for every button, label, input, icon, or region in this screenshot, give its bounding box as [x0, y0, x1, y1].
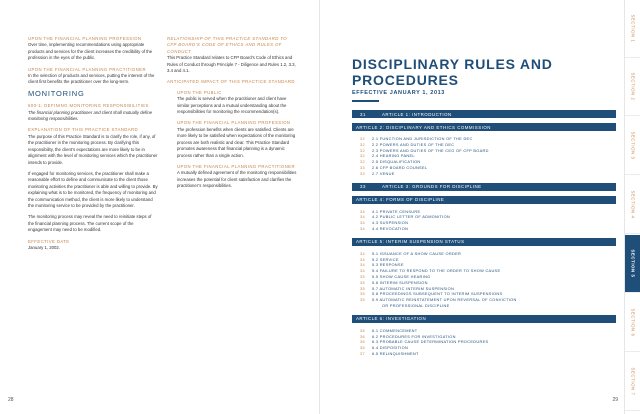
toc-article-3[interactable]	[352, 183, 616, 191]
toc-item-label: 2.2 POWERS AND DUTIES OF THE DEC	[372, 141, 455, 147]
heading-upon-profession: UPON THE FINANCIAL PLANNING PROFESSION	[28, 36, 142, 41]
paragraph-profession-2: The profession benefits when clients are satisfied. Clients are more likely to be satisfied when expectations of the monitoring process are both realistic and clear. This Practice Standard promotes awareness that financial planning is a dynamic process rather than a single action.	[177, 126, 296, 158]
tab-section-2[interactable]	[625, 58, 640, 116]
toc-item[interactable]	[352, 171, 616, 177]
toc-item-label: 2.4 HEARING PANEL	[372, 153, 415, 159]
paragraph-practitioner: In the selection of products and services, putting the interest of the client first benefits the practitioner over the long-term.	[28, 73, 155, 85]
left-column-1	[28, 36, 158, 251]
explanation-paragraph-3: The monitoring process may reveal the need to reinitiate steps of the financial planning process. The current scope of the engagement may need to be modified.	[28, 214, 152, 233]
toc-article-1-page: 31	[360, 111, 366, 117]
tab-label: SECTION 7	[630, 367, 636, 396]
toc-item-page: 35	[360, 285, 365, 291]
toc-item-page: 36	[360, 333, 365, 339]
paragraph-practitioner-2: A mutually defined agreement of the monitoring responsibilities increases the potential for client satisfaction and clarifies the practitioner’s responsibilities.	[177, 170, 297, 189]
toc-item-page: 32	[360, 153, 365, 159]
toc-item-page: 33	[360, 164, 365, 170]
toc-item-page: 34	[360, 250, 365, 256]
toc-item-label: 4.2 PUBLIC LETTER OF ADMONITION	[372, 214, 451, 220]
toc-article-3-label: ARTICLE 3: GROUNDS FOR DISCIPLINE	[382, 184, 482, 190]
toc-item-label: 5.8 PROCEEDINGS SUBSEQUENT TO INTERIM SUSPENSIONS	[372, 291, 503, 297]
rule-text: The financial planning practitioner and client shall mutually define monitoring responsibilities.	[28, 109, 152, 122]
toc-item-label: 2.6 CFP BOARD COUNSEL	[372, 164, 428, 170]
toc-article-6-items	[352, 328, 616, 357]
toc-item-page: 32	[360, 136, 365, 141]
toc-item-page: 34	[360, 214, 365, 220]
toc-article-4-items	[352, 209, 616, 232]
table-of-contents	[352, 110, 616, 363]
page-number-left: 28	[8, 397, 14, 403]
tab-label: SECTION 3	[630, 131, 636, 160]
toc-item-label: 4.3 SUSPENSION	[372, 220, 409, 226]
effective-date-heading: EFFECTIVE DATE	[28, 238, 70, 244]
section-title-monitoring: MONITORING	[28, 88, 85, 98]
toc-article-6[interactable]	[352, 315, 616, 323]
toc-item-label: 2.7 VENUE	[372, 170, 395, 176]
left-column-2	[167, 36, 297, 195]
toc-article-2[interactable]	[352, 123, 616, 131]
toc-item-label: 5.5 SHOW CAUSE HEARING	[372, 273, 431, 279]
toc-item-label: 6.2 PROCEDURES FOR INVESTIGATION	[372, 333, 456, 339]
toc-article-5-label: ARTICLE 5: INTERIM SUSPENSION STATUS	[356, 239, 465, 245]
toc-article-6-label: ARTICLE 6: INVESTIGATION	[356, 316, 427, 322]
tab-section-5[interactable]	[625, 235, 640, 293]
tab-section-3[interactable]	[625, 117, 640, 175]
toc-item-label: 2.5 DISQUALIFICATION	[372, 159, 421, 165]
tab-label: SECTION 1	[630, 14, 636, 43]
title-divider	[352, 100, 379, 102]
explanation-heading: EXPLANATION OF THIS PRACTICE STANDARD	[28, 127, 139, 133]
toc-item-label: 5.9 AUTOMATIC REINSTATEMENT UPON REVERSAL OF CONVICTION	[372, 297, 517, 303]
toc-article-3-page: 33	[360, 184, 366, 190]
toc-item-page: 34	[360, 220, 365, 226]
toc-item-label: 2.3 POWERS AND DUTIES OF THE CEO OF CFP BOARD	[372, 147, 489, 153]
document-subtitle: EFFECTIVE JANUARY 1, 2013	[352, 90, 445, 96]
tab-section-4[interactable]	[625, 176, 640, 234]
toc-item-page: 33	[360, 170, 365, 176]
tab-label: SECTION 6	[630, 308, 636, 337]
toc-item-page: 34	[360, 256, 365, 262]
heading-upon-practitioner: UPON THE FINANCIAL PLANNING PRACTITIONER	[28, 66, 146, 72]
toc-item[interactable]	[352, 351, 616, 357]
toc-item-label: 6.3 PROBABLE CAUSE DETERMINATION PROCEDURES	[372, 339, 489, 345]
toc-item-page: 34	[360, 262, 365, 268]
toc-item-page: 35	[360, 273, 365, 279]
tab-section-7[interactable]	[625, 353, 640, 411]
rule-label: 600-1: DEFINING MONITORING RESPONSIBILITIES	[28, 103, 149, 109]
heading-upon-public: UPON THE PUBLIC	[177, 89, 222, 95]
toc-item-label: OR PROFESSIONAL DISCIPLINE	[382, 302, 450, 308]
toc-item-label: 5.4 FAILURE TO RESPOND TO THE ORDER TO SHOW CAUSE	[372, 268, 501, 274]
toc-item-label: 5.6 INTERIM SUSPENSION	[372, 279, 428, 285]
toc-item-page: 36	[360, 345, 365, 351]
toc-item-label: 6.4 DISPOSITION	[372, 345, 409, 351]
toc-item-label: 5.1 ISSUANCE OF A SHOW CAUSE ORDER	[372, 250, 462, 256]
anticipated-impact-heading: ANTICIPATED IMPACT OF THIS PRACTICE STANDARD	[167, 79, 295, 85]
toc-item-page: 32	[360, 141, 365, 147]
toc-item-label: 6.5 RELINQUISHMENT	[372, 350, 419, 356]
toc-item-label: 4.4 REVOCATION	[372, 225, 409, 231]
tab-section-1[interactable]	[625, 0, 640, 58]
toc-article-5[interactable]	[352, 238, 616, 246]
toc-item-page: 34	[360, 208, 365, 214]
toc-article-4[interactable]	[352, 196, 616, 204]
toc-article-2-items	[352, 136, 616, 177]
toc-item-label: 5.7 AUTOMATIC INTERIM SUSPENSION	[372, 285, 455, 291]
relationship-text: This Practice Standard relates to CFP Board’s Code of Ethics and Rules of Conduct through Principle 7 - Diligence and Rules 1.2, 3.3, 3.4 and 4.1.	[167, 55, 296, 74]
tab-section-6[interactable]	[625, 294, 640, 352]
toc-item-label: 6.1 COMMENCEMENT	[372, 327, 418, 333]
right-page	[320, 0, 640, 414]
toc-article-4-label: ARTICLE 4: FORMS OF DISCIPLINE	[356, 197, 445, 203]
page-number-right: 29	[612, 397, 618, 403]
toc-item-label: 5.3 RESPONSE	[372, 262, 404, 268]
toc-item-page: 36	[360, 339, 365, 345]
toc-item[interactable]	[352, 303, 616, 309]
toc-article-2-label: ARTICLE 2: DISCIPLINARY AND ETHICS COMMISSION	[356, 124, 491, 130]
explanation-paragraph-1: The purpose of this Practice Standard is to clarify the role, if any, of the practitioner in the monitoring process. By clarifying this responsibility, the client’s expectations are more likely to be in alignment with the level of monitoring services which the practitioner intends to provide.	[28, 133, 158, 165]
toc-item-page: 34	[360, 225, 365, 231]
section-tabs	[624, 0, 640, 414]
paragraph-public: The public is served when the practitioner and client have similar perceptions and a mutual understanding about the responsibilities for monitoring the recommendation(s).	[177, 96, 287, 115]
document-title: DISCIPLINARY RULES AND PROCEDURES	[352, 56, 553, 88]
relationship-heading: RELATIONSHIP OF THIS PRACTICE STANDARD TO CFP BOARD’S CODE OF ETHICS AND RULES OF CONDUCT	[167, 36, 288, 54]
toc-item-page: 36	[360, 327, 365, 333]
toc-article-5-items	[352, 251, 616, 309]
toc-item-page: 32	[360, 147, 365, 153]
toc-item-page: 32	[360, 159, 365, 165]
toc-item-page: 35	[360, 291, 365, 297]
tab-label: SECTION 5	[630, 249, 636, 278]
toc-article-1[interactable]	[352, 110, 616, 118]
heading-upon-practitioner-2: UPON THE FINANCIAL PLANNING PRACTITIONER	[177, 163, 295, 169]
toc-item-label: 2.1 FUNCTION AND JURISDICTION OF THE DEC	[372, 136, 473, 141]
toc-item-label: 5.2 SERVICE	[372, 256, 399, 262]
paragraph-profession: Over time, implementing recommendations using appropriate products and services for the client increases the credibility of the profession in the eyes of the public.	[28, 42, 153, 61]
tab-label: SECTION 2	[630, 72, 636, 101]
tab-label: SECTION 4	[630, 190, 636, 219]
explanation-paragraph-2: If engaged for monitoring services, the practitioner shall make a reasonable effort to define and communicate to the client those monitoring activities the practitioner is able and willing to provide. By explaining what is to be monitored, the frequency of monitoring and the communication method, the client is more likely to understand the monitoring service to be provided by the practitioner.	[28, 170, 158, 208]
effective-date: January 1, 2002.	[28, 244, 61, 250]
toc-article-1-label: ARTICLE 1: INTRODUCTION	[382, 111, 452, 117]
toc-item-page: 35	[360, 297, 365, 303]
toc-item-label: 4.1 PRIVATE CENSURE	[372, 208, 421, 214]
heading-upon-profession-2: UPON THE FINANCIAL PLANNING PROFESSION	[177, 120, 291, 126]
toc-item-page: 35	[360, 279, 365, 285]
toc-item-page: 37	[360, 350, 365, 356]
toc-item-page: 34	[360, 268, 365, 274]
toc-item[interactable]	[352, 226, 616, 232]
